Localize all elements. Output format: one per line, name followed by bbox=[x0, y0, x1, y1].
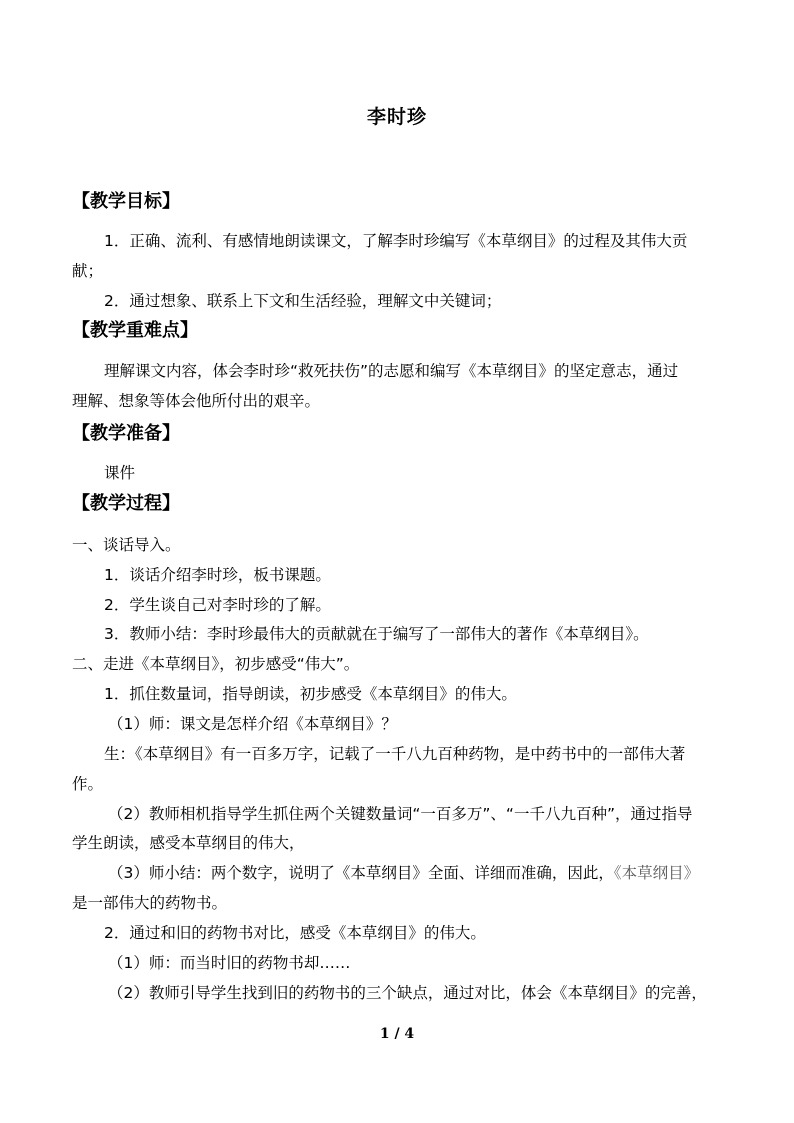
objective-1: 1．正确、流利、有感情地朗读课文，了解李时珍编写《本草纲目》的过程及其伟大贡 bbox=[104, 232, 688, 250]
process-part-2-item-1-sub-1: （1）师：课文是怎样介绍《本草纲目》？ bbox=[108, 715, 397, 733]
document-title: 李时珍 bbox=[366, 106, 427, 128]
process-part-2-item-1-sub-2-continued: 学生朗读，感受本草纲目的伟大， bbox=[72, 834, 305, 852]
section-heading-key-points: 【教学重难点】 bbox=[72, 320, 198, 341]
page-number: 1 / 4 bbox=[379, 1026, 415, 1042]
process-part-1-title: 一、谈话导入。 bbox=[72, 536, 181, 554]
objective-1-continued: 献； bbox=[72, 262, 104, 280]
process-part-2-item-1-sub-3-continued: 是一部伟大的药物书。 bbox=[72, 894, 228, 912]
section-heading-preparation: 【教学准备】 bbox=[72, 423, 180, 444]
process-part-2-item-1-answer-continued: 作。 bbox=[72, 775, 104, 793]
process-part-2-title: 二、走进《本草纲目》，初步感受“伟大”。 bbox=[72, 655, 360, 673]
process-part-1-item-1: 1．谈话介绍李时珍，板书课题。 bbox=[104, 566, 331, 584]
book-title-highlight: 《本草纲目》 bbox=[613, 864, 700, 882]
process-part-2-item-2: 2．通过和旧的药物书对比，感受《本草纲目》的伟大。 bbox=[104, 924, 486, 942]
sub-3-text: （3）师小结：两个数字，说明了《本草纲目》全面、详细而准确，因此， bbox=[108, 864, 614, 882]
process-part-1-item-2: 2．学生谈自己对李时珍的了解。 bbox=[104, 596, 331, 614]
process-part-2-item-1: 1．抓住数量词，指导朗读，初步感受《本草纲目》的伟大。 bbox=[104, 685, 517, 703]
process-part-1-item-3: 3．教师小结：李时珍最伟大的贡献就在于编写了一部伟大的著作《本草纲目》。 bbox=[104, 625, 649, 643]
key-points-line-2: 理解、想象等体会他所付出的艰辛。 bbox=[72, 392, 321, 410]
process-part-2-item-2-sub-1: （1）师：而当时旧的药物书却…… bbox=[108, 954, 351, 972]
preparation-line-1: 课件 bbox=[104, 464, 136, 482]
process-part-2-item-1-answer: 生：《本草纲目》有一百多万字，记载了一千八九百种药物，是中药书中的一部伟大著 bbox=[104, 745, 686, 763]
process-part-2-item-2-sub-2: （2）教师引导学生找到旧的药物书的三个缺点，通过对比，体会《本草纲目》的完善， bbox=[108, 984, 707, 1002]
process-part-2-item-1-sub-3 bbox=[108, 861, 768, 885]
section-heading-objectives: 【教学目标】 bbox=[72, 191, 180, 212]
section-heading-process: 【教学过程】 bbox=[72, 493, 180, 514]
process-part-2-item-1-sub-2: （2）教师相机指导学生抓住两个关键数量词“一百多万”、“一千八九百种”，通过指导 bbox=[108, 805, 693, 823]
objective-2: 2．通过想象、联系上下文和生活经验，理解文中关键词； bbox=[104, 292, 502, 310]
key-points-line-1: 理解课文内容，体会李时珍“救死扶伤”的志愿和编写《本草纲目》的坚定意志，通过 bbox=[104, 362, 679, 380]
